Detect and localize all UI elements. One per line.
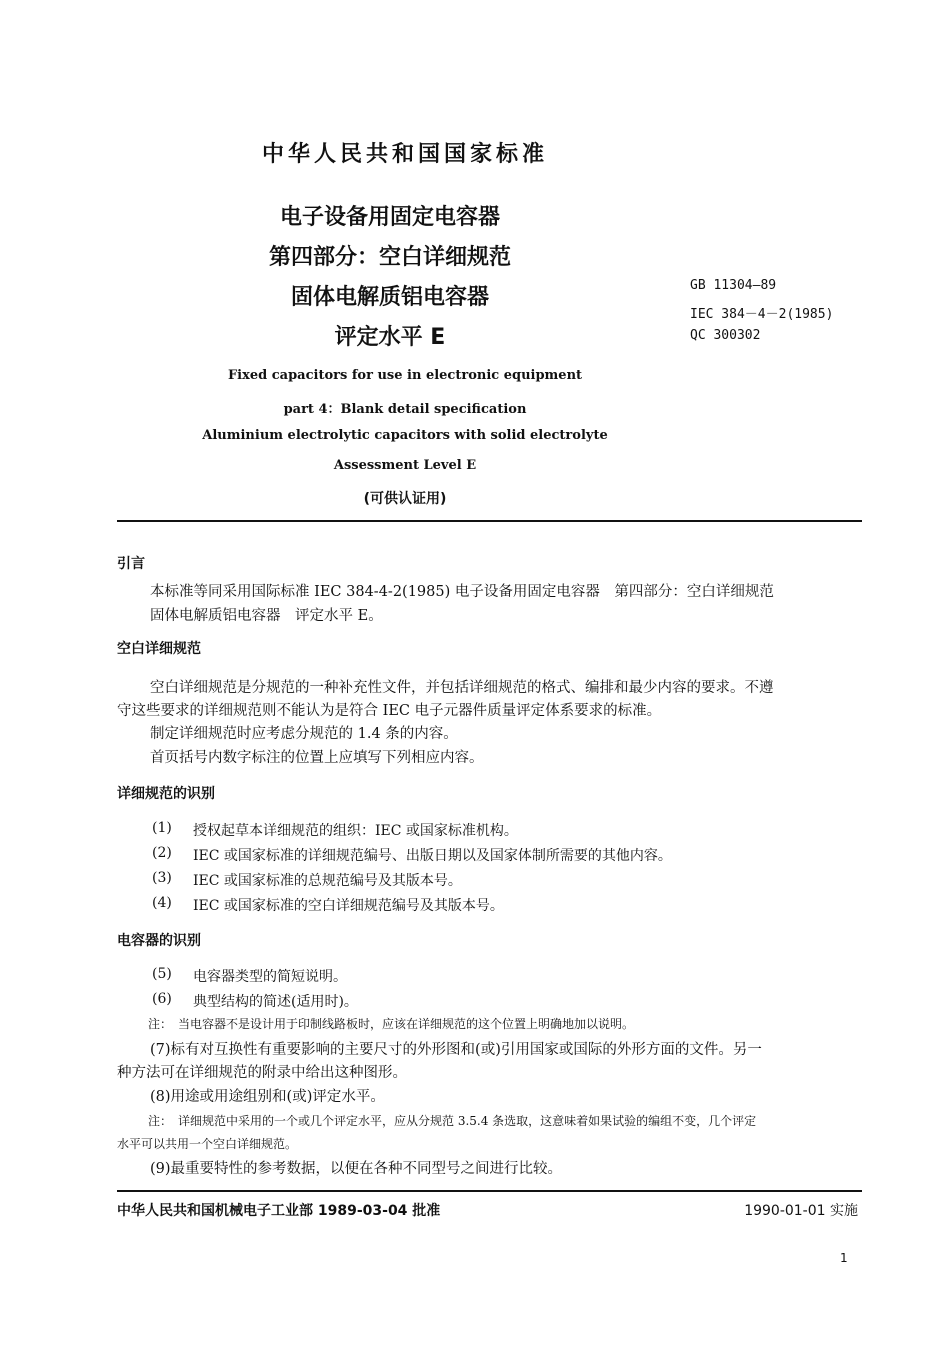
page-number: 1 [840,1251,848,1265]
item-9: (9)最重要特性的参考数据，以便在各种不同型号之间进行比较。 [150,1161,563,1177]
note-2-line-2: 水平可以共用一个空白详细规范。 [117,1137,298,1151]
spec-ident-item-3-text: IEC 或国家标准的总规范编号及其版本号。 [193,873,462,889]
note-2-line-1: 注： 详细规范中采用的一个或几个评定水平，应从分规范 3.5.4 条选取，这意味着如果试验的编组不变，几个评定 [148,1114,757,1128]
english-title-line-2: part 4：Blank detail specification [283,402,527,417]
spec-ident-item-3-number: (3) [152,870,172,886]
effective-date: 1990-01-01 实施 [744,1203,858,1219]
section-heading-intro: 引言 [117,556,145,572]
spec-ident-item-4-text: IEC 或国家标准的空白详细规范编号及其版本号。 [193,898,504,914]
spec-ident-item-4-number: (4) [152,895,172,911]
blank-spec-line-4: 首页括号内数字标注的位置上应填写下列相应内容。 [150,750,484,766]
spec-ident-item-1-text: 授权起草本详细规范的组织：IEC 或国家标准机构。 [193,823,518,839]
spec-ident-item-2-text: IEC 或国家标准的详细规范编号、出版日期以及国家体制所需要的其他内容。 [193,848,672,864]
english-title-line-3: Aluminium electrolytic capacitors with solid electrolyte [202,428,608,443]
intro-paragraph-line-2: 固体电解质铝电容器 评定水平 E。 [150,608,383,624]
national-standard-title: 中华人民共和国国家标准 [261,142,548,167]
standard-code-iec: IEC 384－4－2(1985) [690,307,834,322]
section-heading-capacitor-identification: 电容器的识别 [117,933,201,949]
title-line-4: 评定水平 E [334,325,446,350]
blank-spec-line-3: 制定详细规范时应考虑分规范的 1.4 条的内容。 [150,726,458,742]
certification-note: (可供认证用) [363,491,447,507]
item-7-line-2: 种方法可在详细规范的附录中给出这种图形。 [117,1065,407,1081]
cap-ident-item-5-number: (5) [152,966,172,982]
note-1: 注： 当电容器不是设计用于印制线路板时，应该在详细规范的这个位置上明确地加以说明。 [148,1017,635,1031]
cap-ident-item-5-text: 电容器类型的简短说明。 [193,969,347,985]
footer-divider [117,1190,862,1192]
title-line-1: 电子设备用固定电容器 [279,205,500,230]
spec-ident-item-2-number: (2) [152,845,172,861]
intro-paragraph-line-1: 本标准等同采用国际标准 IEC 384-4-2(1985) 电子设备用固定电容器 第四部分：空白详细规范 [150,584,774,600]
blank-spec-line-2: 守这些要求的详细规范则不能认为是符合 IEC 电子元器件质量评定体系要求的标准。 [117,703,662,719]
english-title-line-4: Assessment Level E [333,458,477,473]
english-title-line-1: Fixed capacitors for use in electronic equipment [227,368,583,383]
spec-ident-item-1-number: (1) [152,820,172,836]
item-7-line-1: (7)标有对互换性有重要影响的主要尺寸的外形图和(或)引用国家或国际的外形方面的文件。另一 [150,1042,762,1058]
item-8: (8)用途或用途组别和(或)评定水平。 [150,1089,385,1105]
header-divider [117,520,862,522]
standard-code-qc: QC 300302 [690,328,761,343]
section-heading-spec-identification: 详细规范的识别 [117,786,215,802]
approval-line: 中华人民共和国机械电子工业部 1989-03-04 批准 [117,1203,441,1219]
standard-code-gb: GB 11304—89 [690,278,777,293]
section-heading-blank-spec: 空白详细规范 [117,641,201,657]
blank-spec-line-1: 空白详细规范是分规范的一种补充性文件，并包括详细规范的格式、编排和最少内容的要求。不遵 [150,680,774,696]
cap-ident-item-6-number: (6) [152,991,172,1007]
title-line-2: 第四部分：空白详细规范 [268,245,511,270]
title-line-3: 固体电解质铝电容器 [290,285,489,310]
cap-ident-item-6-text: 典型结构的简述(适用时)。 [193,994,358,1010]
